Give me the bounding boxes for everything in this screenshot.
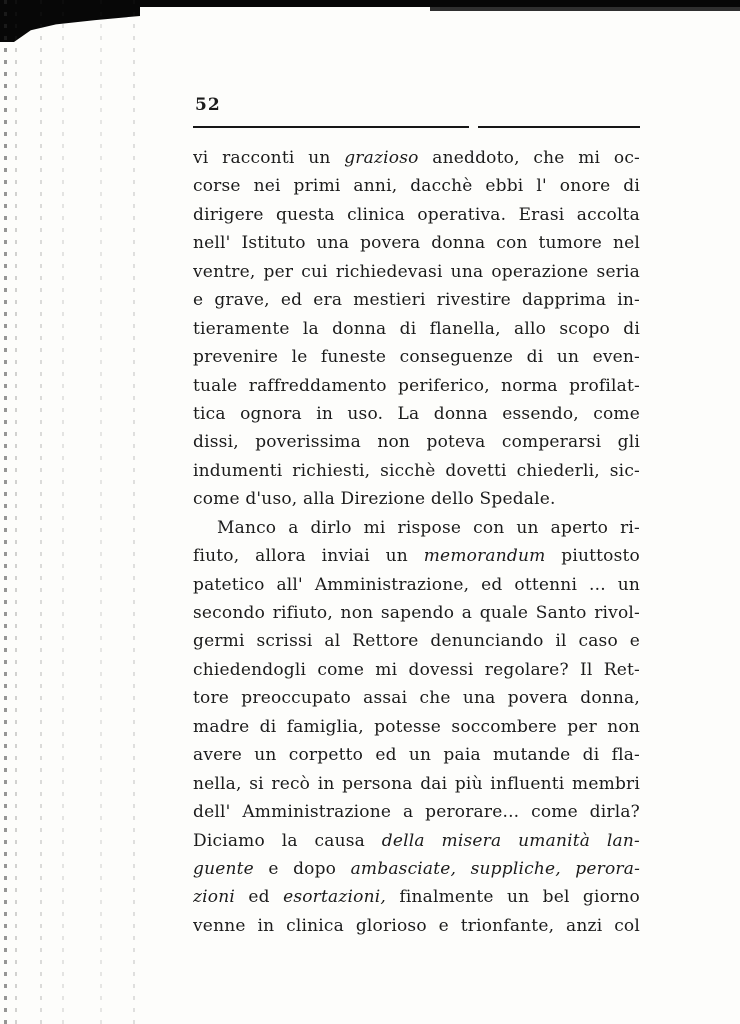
text-segment: nell' Istituto una povera donna con tumore nel — [193, 233, 640, 254]
text-line — [193, 258, 640, 286]
text-line — [193, 627, 640, 655]
text-line — [193, 144, 640, 172]
italic-text-segment: della misera umanità lan- — [381, 830, 640, 851]
text-line — [193, 855, 640, 883]
text-segment: ed — [235, 887, 284, 908]
text-segment: dissi, poverissima non poteva comperarsi gli — [193, 432, 640, 453]
text-line — [193, 343, 640, 371]
scan-binding-artifact — [40, 0, 42, 1024]
text-line — [193, 485, 640, 513]
text-segment: dirigere questa clinica operativa. Erasi accolta — [193, 204, 640, 225]
text-segment: e grave, ed era mestieri rivestire dapprima in- — [193, 290, 640, 311]
italic-text-segment: guente — [193, 858, 254, 879]
text-line — [193, 827, 640, 855]
text-line — [193, 912, 640, 940]
text-line — [193, 599, 640, 627]
text-segment: corse nei primi anni, dacchè ebbi l' onore di — [193, 176, 640, 197]
italic-text-segment: grazioso — [344, 148, 419, 168]
text-segment: Diciamo la causa — [193, 830, 382, 851]
header-rule-left-segment — [193, 126, 469, 128]
text-segment: madre di famiglia, potesse soccombere per non — [193, 716, 640, 737]
text-segment: finalmente un bel giorno — [386, 887, 640, 908]
text-segment: fiuto, allora inviai un — [193, 546, 424, 567]
text-segment: aneddoto, che mi oc- — [418, 148, 640, 168]
text-line — [193, 428, 640, 456]
text-segment: secondo rifiuto, non sapendo a quale Santo rivol- — [193, 603, 640, 623]
text-line — [193, 770, 640, 798]
text-segment: indumenti richiesti, sicchè dovetti chiederli, sic- — [193, 460, 640, 481]
italic-text-segment: ambasciate, suppliche, perora- — [350, 858, 640, 879]
text-line — [193, 372, 640, 400]
scan-binding-artifact — [100, 0, 102, 1024]
text-line — [193, 713, 640, 741]
scan-binding-artifact — [4, 0, 7, 1024]
text-line — [193, 514, 640, 542]
scan-corner-artifact — [0, 0, 140, 42]
text-line — [193, 201, 640, 229]
body-text — [193, 144, 640, 940]
text-line — [193, 229, 640, 257]
text-segment: e dopo — [253, 858, 351, 879]
text-segment: nella, si recò in persona dai più influenti membri — [193, 773, 640, 794]
scan-binding-artifact — [133, 0, 135, 1024]
text-segment: vi racconti un — [193, 148, 345, 168]
italic-text-segment: zioni — [193, 887, 236, 908]
scan-binding-artifact — [15, 0, 17, 1024]
scan-binding-artifact — [62, 0, 64, 1024]
text-line — [193, 883, 640, 911]
text-line — [193, 571, 640, 599]
text-line — [193, 741, 640, 769]
text-line — [193, 286, 640, 314]
text-segment: chiedendogli come mi dovessi regolare? Il Ret- — [193, 659, 640, 680]
italic-text-segment: memorandum — [423, 546, 546, 567]
page-number: 52 — [195, 95, 221, 115]
text-segment: piuttosto — [545, 546, 640, 567]
text-segment: tieramente la donna di flanella, allo scopo di — [193, 318, 640, 339]
header-rule — [193, 126, 640, 131]
text-segment: tuale raffreddamento periferico, norma profilat- — [193, 375, 640, 396]
italic-text-segment: esortazioni, — [283, 887, 386, 908]
text-line — [193, 656, 640, 684]
text-segment: tore preoccupato assai che una povera donna, — [193, 688, 640, 709]
text-segment: patetico all' Amministrazione, ed ottenni ... un — [193, 574, 640, 595]
text-segment: prevenire le funeste conseguenze di un even- — [193, 347, 640, 368]
text-line — [193, 315, 640, 343]
text-line — [193, 542, 640, 570]
text-segment: Manco a dirlo mi rispose con un aperto ri- — [217, 517, 640, 538]
text-line — [193, 457, 640, 485]
text-line — [193, 684, 640, 712]
text-line — [193, 400, 640, 428]
text-segment: come d'uso, alla Direzione dello Spedale. — [193, 489, 556, 510]
text-segment: germi scrissi al Rettore denunciando il caso e — [193, 631, 640, 652]
text-segment: dell' Amministrazione a perorare... come dirla? — [193, 802, 640, 823]
header-rule-right-segment — [478, 126, 640, 128]
text-segment: venne in clinica glorioso e trionfante, anzi col — [193, 915, 640, 936]
text-line — [193, 798, 640, 826]
text-line — [193, 172, 640, 200]
text-segment: tica ognora in uso. La donna essendo, come — [193, 403, 640, 424]
text-segment: avere un corpetto ed un paia mutande di fla- — [193, 745, 640, 766]
text-segment: ventre, per cui richiedevasi una operazione seria — [193, 261, 640, 282]
scan-top-edge-artifact — [430, 7, 740, 11]
